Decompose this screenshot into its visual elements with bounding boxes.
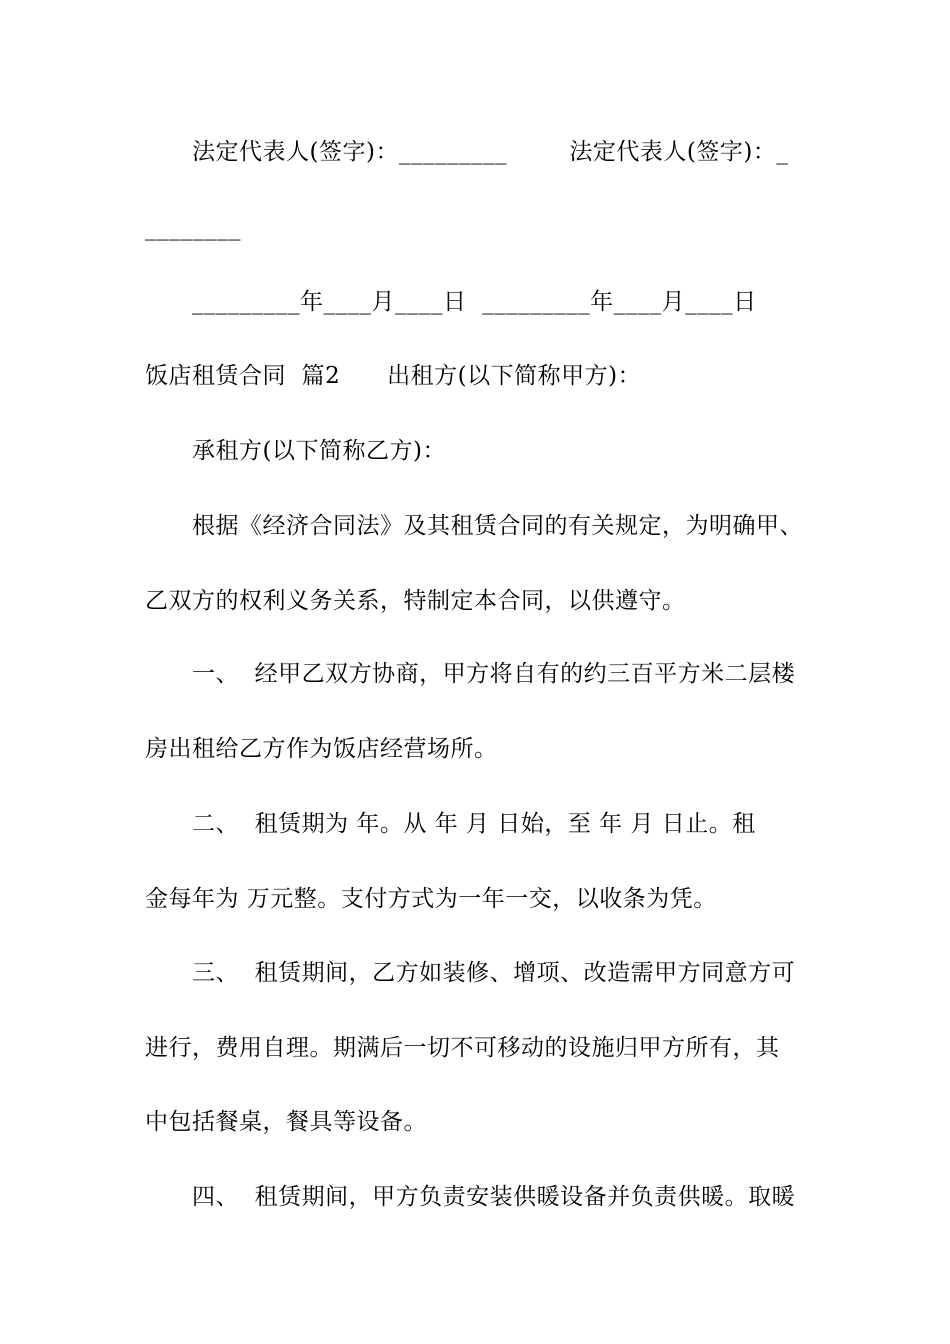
clause-line: 四、 租赁期间，甲方负责安装供暖设备并负责供暖。取暖 [192, 1184, 796, 1210]
paragraph-line: 根据《经济合同法》及其租赁合同的有关规定，为明确甲、 [192, 513, 803, 539]
clause-line: 中包括餐桌，餐具等设备。 [145, 1109, 427, 1135]
date-line: _________年____月____日 _________年____月____日 [192, 289, 757, 315]
signature-line: 法定代表人(签字)：_________ 法定代表人(签字)：_ [192, 139, 789, 165]
signature-line-continued: ________ [145, 215, 241, 241]
clause-line: 金每年为 万元整。支付方式为一年一交，以收条为凭。 [145, 886, 717, 912]
clause-line: 三、 租赁期间，乙方如装修、增项、改造需甲方同意方可 [192, 960, 796, 986]
clause-line: 二、 租赁期为 年。从 年 月 日始，至 年 月 日止。租 [192, 811, 756, 837]
clause-line: 进行，费用自理。期满后一切不可移动的设施归甲方所有，其 [145, 1035, 780, 1061]
clause-line: 一、 经甲乙双方协商，甲方将自有的约三百平方米二层楼 [192, 661, 796, 687]
paragraph-line: 承租方(以下简称乙方)： [192, 438, 446, 464]
paragraph-line: 乙双方的权利义务关系，特制定本合同，以供遵守。 [145, 588, 686, 614]
clause-line: 房出租给乙方作为饭店经营场所。 [145, 736, 498, 762]
section-heading: 饭店租赁合同 篇2 出租方(以下简称甲方)： [145, 363, 642, 389]
